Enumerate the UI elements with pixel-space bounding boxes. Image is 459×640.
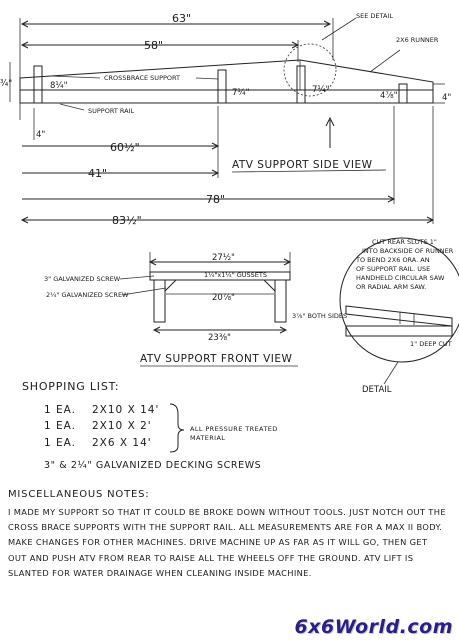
front-view-title: ATV SUPPORT FRONT VIEW [140,353,293,365]
notes-title: MISCELLANEOUS NOTES: [8,489,150,500]
shopping-qty: 1 EA. [44,420,76,432]
shopping-item: 2X6 X 14' [92,437,152,449]
runner-detail [346,306,452,326]
dim-7-25a: 7¼" [232,88,250,98]
gusset [165,280,176,291]
detail-note-line: INTO BACKSIDE OF RUNNER [362,247,454,255]
shopping-bracket [170,404,184,452]
detail-note-line: OF SUPPORT RAIL. USE [356,265,431,273]
screw-3-label: 3" GALVANIZED SCREW [44,275,121,283]
detail-label: DETAIL [362,385,392,395]
detail-note-line: HANDHELD CIRCULAR SAW [356,274,445,282]
crossbrace-label: CROSSBRACE SUPPORT [104,74,181,82]
runner-label: 2X6 RUNNER [396,36,439,44]
dim-left: ¾" [0,79,13,89]
leader-line [370,50,400,72]
dim-63: 63" [172,12,192,25]
detail-note-line: TO BEND 2X6 ORA. AN [356,256,430,264]
detail-note-line: OR RADIAL ARM SAW. [356,283,427,291]
deep-cut-label: 1" DEEP CUT [410,340,452,348]
shopping-title: SHOPPING LIST: [22,380,120,393]
dim-60-5: 60½" [110,141,140,154]
site-watermark: 6x6World.com [294,616,453,638]
crossbrace-support [297,66,305,103]
front-dim-right: 3⅞" BOTH SIDES [292,312,348,320]
leader-line [322,18,356,40]
leader-line [120,276,154,279]
front-dim-top: 27½" [212,253,235,263]
notes-body: I MADE MY SUPPORT SO THAT IT COULD BE BROKE DOWN WITHOUT TOOLS. JUST NOTCH OUT THE CROSS BRACE SUPPORTS WITH THE SUPPORT RAIL. ALL MEASUREMENTS ARE FOR A MAX II BODY. MAKE CHANGES FOR OTHER MACHINES. DRIVE MACHINE UP AS FAR AS IT WILL GO, THEN GET OUT AND PUSH ATV FROM REAR TO RAISE ALL THE WHEELS OFF THE GROUND. ATV LIFT IS SLANTED FOR WATER DRAINAGE WHEN CLEANING INSIDE MACHINE. [8,507,446,578]
rail-detail [346,326,452,336]
detail-callout-circle [284,44,336,96]
dim-83-5: 83½" [112,214,142,227]
detail-view [340,238,459,395]
detail-note-line: CUT REAR SLOTS 1" [372,238,437,246]
dim-4-75: 4⅞" [380,91,398,101]
shopping-item: 2X10 X 2' [92,420,152,432]
side-view [0,12,451,227]
dim-7-25b: 7¼" [312,85,330,95]
side-view-title: ATV SUPPORT SIDE VIEW [232,159,373,171]
support-rail-label: SUPPORT RAIL [88,107,135,115]
shopping-item: 2X10 X 14' [92,404,160,416]
shopping-qty: 1 EA. [44,437,76,449]
dim-8-25: 8¼" [50,81,68,91]
leader-line [60,104,84,110]
front-view [44,252,347,366]
see-detail-label: SEE DETAIL [356,12,393,20]
leader-line [384,362,398,384]
dim-58: 58" [144,39,164,52]
front-dim-bottom: 23⅜" [208,333,231,343]
front-dim-inner: 20⅞" [212,293,235,303]
material-note: ALL PRESSURE TREATED MATERIAL [190,425,278,442]
gusset [264,280,275,291]
screw-2-label: 2¼" GALVANIZED SCREW [46,291,129,299]
front-right-leg [275,280,286,322]
dim-4: 4" [442,93,452,103]
crossbrace-support [399,84,407,103]
screws-note: 3" & 2¼" GALVANIZED DECKING SCREWS [44,460,262,471]
crossbrace-support [218,70,226,103]
leader-line [122,288,166,295]
dim-41: 41" [88,167,108,180]
dim-4-left: 4" [36,130,46,140]
shopping-qty: 1 EA. [44,404,76,416]
leader-line [50,76,100,78]
crossbrace-support [34,66,42,103]
leader-line [196,78,218,79]
front-left-leg [154,280,165,322]
gussets-label: 1¼"x1¼" GUSSETS [204,271,268,279]
dim-78: 78" [206,193,226,206]
